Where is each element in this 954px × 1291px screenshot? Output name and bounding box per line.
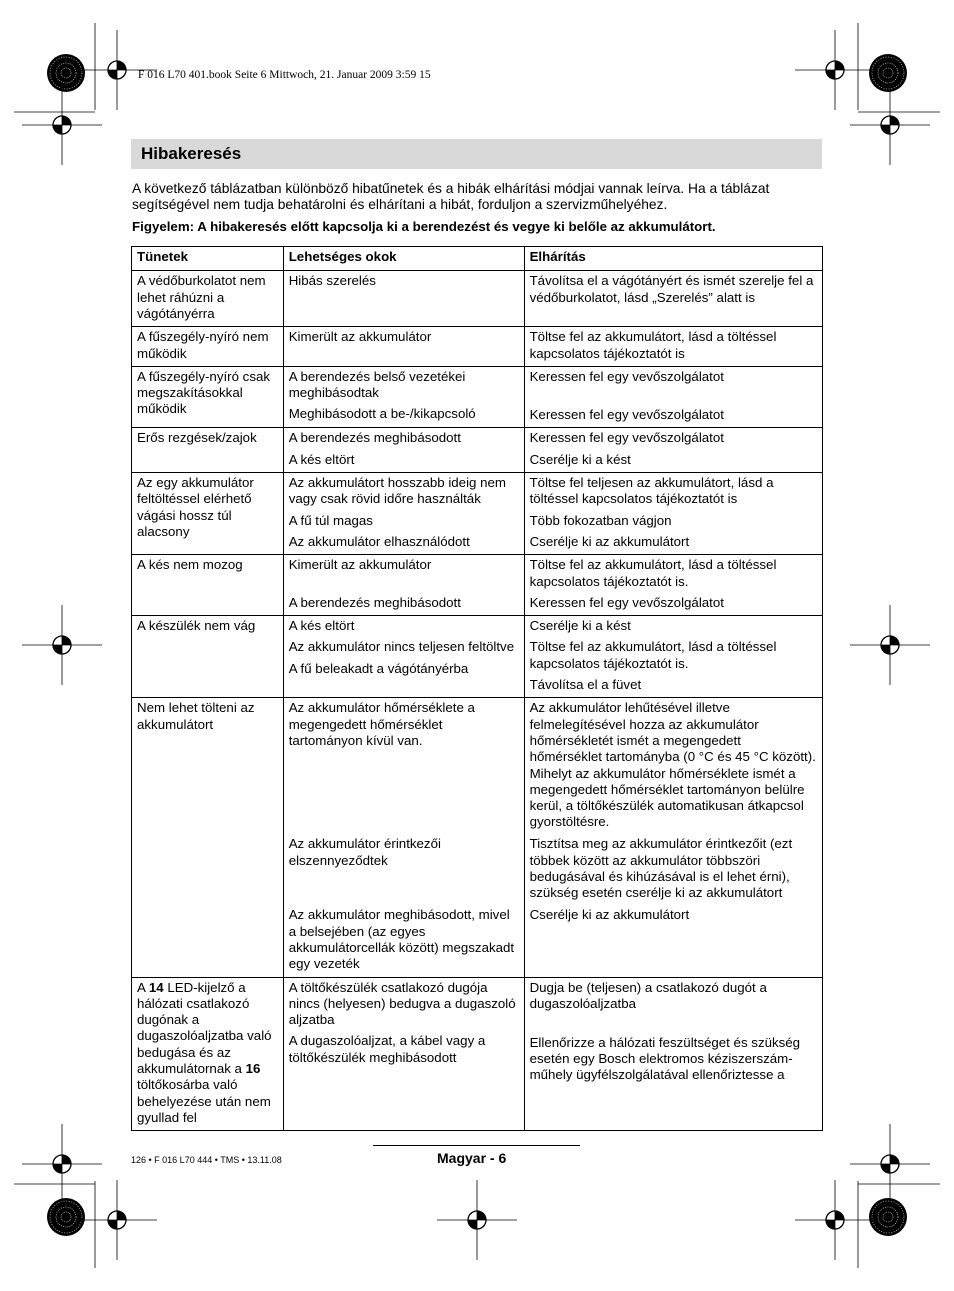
print-code: 126 • F 016 L70 444 • TMS • 13.11.08	[131, 1155, 282, 1165]
cause-text: A berendezés meghibásodott	[288, 594, 461, 610]
remedy-text: Keressen fel egy vevőszolgálatot	[529, 430, 724, 446]
table-row	[132, 616, 823, 698]
remedy-text: Dugja be (teljesen) a csatlakozó dugót a dugaszolóaljzatba	[529, 979, 767, 1011]
table-row	[132, 327, 823, 367]
table-row	[132, 366, 823, 428]
symptom-cell: A készülék nem vág	[132, 616, 284, 698]
cause-text: Az akkumulátor elhasználódott	[288, 533, 470, 549]
remedy-text: Töltse fel az akkumulátort, lásd a töltéssel kapcsolatos tájékoztatót is	[529, 329, 777, 361]
remedy-cell	[524, 616, 822, 698]
cause-text: Hibás szerelés	[288, 273, 376, 289]
remedy-cell	[524, 698, 822, 977]
header-remedies: Elhárítás	[524, 247, 822, 271]
intro-paragraph: A következő táblázatban különböző hibatűnetek és a hibák elhárítási módjai vannak leírva. Ha a táblázat segítségével nem tudja behatárolni és elhárítani a hibát, forduljon a szervizműhelyéhez.	[132, 181, 770, 212]
table-row	[132, 271, 823, 327]
table-row	[132, 698, 823, 977]
footer-divider	[373, 1145, 580, 1146]
remedy-text: Cserélje ki a kést	[529, 618, 631, 634]
remedy-text: Keressen fel egy vevőszolgálatot	[529, 407, 724, 423]
cause-text: A berendezés meghibásodott	[288, 430, 461, 446]
cause-text: A fű túl magas	[288, 512, 373, 528]
symptom-cell	[132, 977, 284, 1131]
remedy-cell	[524, 327, 822, 367]
symptom-cell: Az egy akkumulátor feltöltéssel elérhető vágási hossz túl alacsony	[132, 473, 284, 555]
remedy-text: Cserélje ki az akkumulátort	[529, 907, 690, 923]
remedy-cell	[524, 366, 822, 428]
symptom-cell: A fűszegély-nyíró nem működik	[132, 327, 284, 367]
section-title: Hibakeresés	[141, 144, 242, 163]
cause-cell	[283, 616, 524, 698]
cause-text: Kimerült az akkumulátor	[288, 557, 432, 573]
symptom-cell: Nem lehet tölteni az akkumulátort	[132, 698, 284, 977]
cause-cell	[283, 366, 524, 428]
remedy-cell	[524, 555, 822, 616]
cause-cell	[283, 473, 524, 555]
remedy-cell	[524, 473, 822, 555]
cause-cell	[283, 271, 524, 327]
remedy-cell	[524, 271, 822, 327]
remedy-text: Távolítsa el a füvet	[529, 677, 642, 693]
cause-text: A töltőkészülék csatlakozó dugója nincs (helyesen) bedugva a dugaszoló aljzatba	[288, 979, 516, 1028]
symptom-cell: A védőburkolatot nem lehet ráhúzni a vágótányérra	[132, 271, 284, 327]
remedy-cell	[524, 977, 822, 1131]
symptom-text: A	[137, 979, 149, 995]
cause-text: A fű beleakadt a vágótányérba	[288, 660, 469, 676]
page-number: Magyar - 6	[437, 1150, 507, 1166]
symptom-cell: A fűszegély-nyíró csak megszakításokkal működik	[132, 366, 284, 428]
remedy-text: Töltse fel teljesen az akkumulátort, lásd a töltéssel kapcsolatos tájékoztatót is	[529, 475, 774, 507]
cause-text: A kés eltört	[288, 451, 355, 467]
symptom-cell: A kés nem mozog	[132, 555, 284, 616]
cause-text: Az akkumulátor meghibásodott, mivel a belsejében (az egyes akkumulátorcellák között) megszakadt egy vezeték	[288, 907, 515, 972]
remedy-text: Keressen fel egy vevőszolgálatot	[529, 594, 724, 610]
table-header-row	[132, 247, 823, 271]
led-display-reference: 14	[148, 979, 164, 995]
remedy-text: Cserélje ki a kést	[529, 451, 631, 467]
cause-text: A dugaszolóaljzat, a kábel vagy a töltőkészülék meghibásodott	[288, 1033, 486, 1065]
cause-cell	[283, 327, 524, 367]
remedy-text: Az akkumulátor lehűtésével illetve felmelegítésével hozza az akkumulátor hőmérsékletét ismét a megengedett hőmérséklet tartományba (0 °C és 45 °C között). Mihelyt az akkumulátor hőmérséklete ismét a megengedett hőmérséklet tartományon belülre kerül, a töltőkészülék automatikusan átkapcsol gyorstöltésre.	[529, 700, 816, 830]
symptom-text: töltőkosárba való behelyezése után nem gyullad fel	[137, 1077, 271, 1125]
remedy-text: Tisztítsa meg az akkumulátor érintkezőit (ezt többek között az akkumulátor többszöri bedugásával és kihúzásával is el lehet érni), szükség esetén cserélje ki az akkumulátort	[529, 836, 793, 901]
remedy-text: Töltse fel az akkumulátort, lásd a töltéssel kapcsolatos tájékoztatót is.	[529, 557, 777, 589]
print-header: F 016 L70 401.book Seite 6 Mittwoch, 21. Januar 2009 3:59 15	[138, 69, 431, 81]
warning-paragraph: Figyelem: A hibakeresés előtt kapcsolja ki a berendezést és vegye ki belőle az akkumulátort.	[132, 219, 716, 234]
symptom-text: LED-kijelző a hálózati csatlakozó dugónak a dugaszolóaljzatba való bedugása és az akkumulátornak a	[137, 979, 272, 1077]
remedy-text: Töltse fel az akkumulátort, lásd a töltéssel kapcsolatos tájékoztatót is.	[529, 639, 777, 671]
cause-text: Az akkumulátor hőmérséklete a megengedett hőmérséklet tartományon kívül van.	[288, 700, 475, 748]
remedy-text: Több fokozatban vágjon	[529, 512, 672, 528]
section-header-bar	[131, 139, 822, 169]
remedy-cell	[524, 428, 822, 473]
charging-cradle-reference: 16	[245, 1061, 261, 1077]
cause-cell	[283, 698, 524, 977]
remedy-text: Távolítsa el a vágótányért és ismét szerelje fel a védőburkolatot, lásd „Szerelés” alatt is	[529, 273, 814, 305]
table-row	[132, 428, 823, 473]
cause-text: Az akkumulátort hosszabb ideig nem vagy csak rövid időre használták	[288, 475, 506, 507]
cause-text: Kimerült az akkumulátor	[288, 329, 432, 345]
remedy-text: Cserélje ki az akkumulátort	[529, 533, 690, 549]
table-row	[132, 555, 823, 616]
table-row	[132, 977, 823, 1131]
header-symptoms: Tünetek	[132, 247, 284, 271]
cause-text: Az akkumulátor nincs teljesen feltöltve	[288, 639, 515, 655]
cause-cell	[283, 555, 524, 616]
cause-text: Meghibásodott a be-/kikapcsoló	[288, 406, 476, 422]
remedy-text: Ellenőrizze a hálózati feszültséget és szükség esetén egy Bosch elektromos kéziszerszám-műhely ügyfélszolgálatával ellenőriztesse a	[529, 1034, 801, 1083]
cause-cell	[283, 977, 524, 1131]
cause-text: Az akkumulátor érintkezői elszennyeződtek	[288, 836, 441, 868]
troubleshooting-table	[131, 246, 823, 1131]
remedy-text: Keressen fel egy vevőszolgálatot	[529, 368, 724, 384]
cause-cell	[283, 428, 524, 473]
table-row	[132, 473, 823, 555]
header-causes: Lehetséges okok	[283, 247, 524, 271]
symptom-cell: Erős rezgések/zajok	[132, 428, 284, 473]
cause-text: A berendezés belső vezetékei meghibásodtak	[288, 368, 466, 401]
cause-text: A kés eltört	[288, 618, 355, 634]
